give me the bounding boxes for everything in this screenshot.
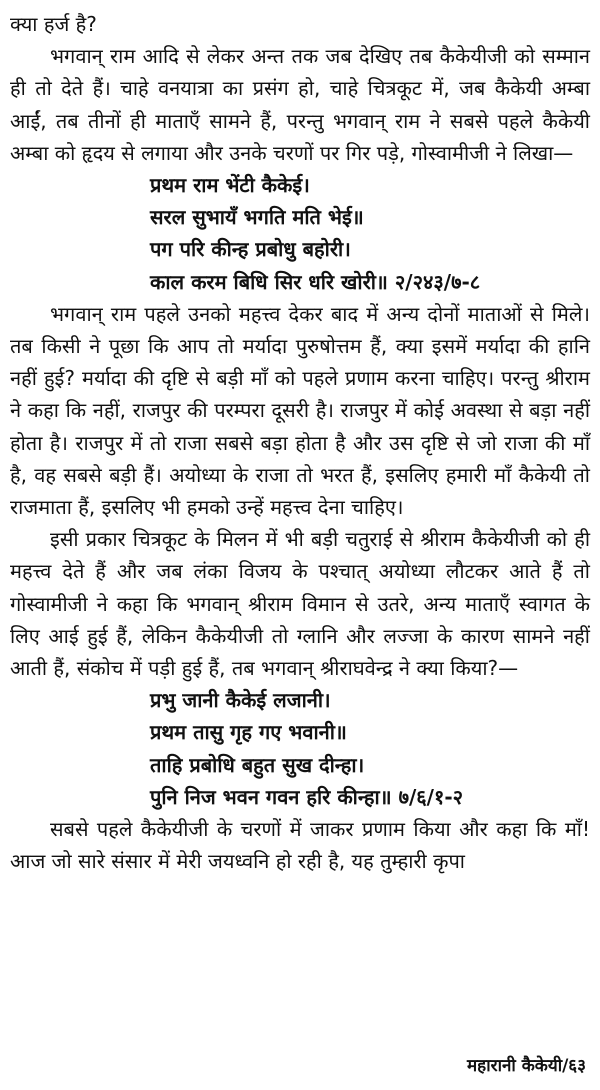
verse-line: पग परि कीन्ह प्रबोधु बहोरी। bbox=[150, 237, 351, 262]
paragraph-intro: क्या हर्ज है? bbox=[10, 12, 97, 36]
verse-block-2 bbox=[10, 684, 590, 813]
verse-block-1 bbox=[10, 169, 590, 298]
verse-line: सरल सुभायँ भगति मति भेई॥ bbox=[150, 205, 364, 230]
verse-line: प्रथम तासु गृह गए भवानी॥ bbox=[150, 720, 347, 745]
paragraph-4: सबसे पहले कैकेयीजी के चरणों में जाकर प्रणाम किया और कहा कि माँ! आज जो सारे संसार में मेरी जयध्वनि हो रही है, यह तुम्हारी कृपा bbox=[10, 817, 590, 874]
paragraph-2: भगवान् राम पहले उनको महत्त्व देकर बाद में अन्य दोनों माताओं से मिले। तब किसी ने पूछा कि आप तो मर्यादा पुरुषोत्तम हैं, क्या इसमें मर्यादा की हानि नहीं हुई? मर्यादा की दृष्टि से बड़ी माँ को पहले प्रणाम करना चाहिए। परन्तु श्रीराम ने कहा कि नहीं, राजपुर की परम्परा दूसरी है। राजपुर में कोई अवस्था से बड़ा नहीं होता है। राजपुर में तो राजा सबसे बड़ा होता है और उस दृष्टि से जो राजा की माँ है, वह सबसे बड़ी हैं। अयोध्या के राजा तो भरत हैं, इसलिए हमारी माँ कैकेयी तो राजमाता हैं, इसलिए भी हमको उन्हें महत्त्व देना चाहिए। bbox=[10, 301, 590, 520]
verse-line: प्रथम राम भेंटी कैकेई। bbox=[150, 173, 310, 198]
page-footer: महारानी कैकेयी/६३ bbox=[467, 1056, 586, 1076]
paragraph-3: इसी प्रकार चित्रकूट के मिलन में भी बड़ी चतुराई से श्रीराम कैकेयीजी को ही महत्त्व देते हैं और जब लंका विजय के पश्चात् अयोध्या लौटकर आते हैं तो गोस्वामीजी ने कहा कि भगवान् श्रीराम विमान से उतरे, अन्य माताएँ स्वागत के लिए आई हुई हैं, लेकिन कैकेयीजी तो ग्लानि और लज्जा के कारण सामने नहीं आती हैं, संकोच में पड़ी हुई हैं, तब भगवान् श्रीराघवेन्द्र ने क्या किया?— bbox=[10, 527, 590, 681]
verse-line: पुनि निज भवन गवन हरि कीन्हा॥ ७/६/१-२ bbox=[150, 784, 464, 809]
verse-line: प्रभु जानी कैकेई लजानी। bbox=[150, 688, 331, 713]
verse-line: ताहि प्रबोधि बहुत सुख दीन्हा। bbox=[150, 752, 365, 777]
paragraph-1: भगवान् राम आदि से लेकर अन्त तक जब देखिए तब कैकेयीजी को सम्मान ही तो देते हैं। चाहे वनयात्रा का प्रसंग हो, चाहे चित्रकूट में, जब कैकेयी अम्बा आईं, तब तीनों ही माताएँ सामने हैं, परन्तु भगवान् राम ने सबसे पहले कैकेयी अम्बा को हृदय से लगाया और उनके चरणों पर गिर पड़े, गोस्वामीजी ने लिखा— bbox=[10, 44, 590, 165]
verse-line: काल करम बिधि सिर धरि खोरी॥ २/२४३/७-८ bbox=[150, 269, 481, 294]
